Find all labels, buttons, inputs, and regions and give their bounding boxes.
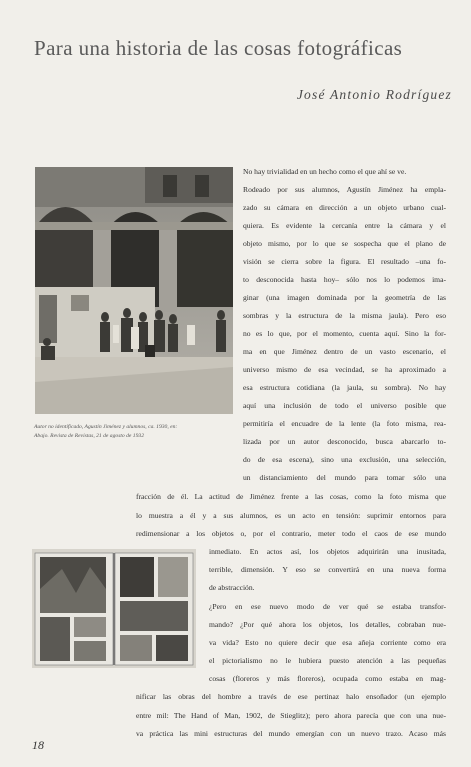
body-text-line: de abstracción. <box>209 583 255 592</box>
body-text-line: universo mismo de esa vecindad, se ha aproximado a <box>243 365 446 374</box>
body-text-line: to desconocida hasta hoy– sólo nos lo podemos ima- <box>243 275 446 284</box>
article-author: José Antonio Rodríguez <box>296 87 452 102</box>
body-text-line: Rodeado por sus alumnos, Agustín Jiménez ha empla- <box>243 185 446 194</box>
body-text-line: va práctica las mini estructuras del mundo emergían con un nuevo trazo. Acaso más <box>136 729 446 738</box>
body-text-line: inmediato. En actos así, los objetos adquirirán una inusitada, <box>209 547 446 556</box>
body-text-line: va vida? Esto no quiere decir que esa añeja corriente como era <box>209 638 446 647</box>
body-text-line: No hay trivialidad en un hecho como el que ahí se ve. <box>243 167 407 176</box>
body-text-line: esa estructura cotidiana (la jaula, su sombra). No hay <box>243 383 446 392</box>
body-text-line: lo muestra a él y a sus alumnos, es un acto en tensión: suprimir entornos para <box>136 511 446 520</box>
article-title: Para una historia de las cosas fotográficas <box>34 36 403 60</box>
body-text-line: visión se cierra sobre la figura. El resultado –una fo- <box>243 257 446 266</box>
page-number: 18 <box>32 738 44 752</box>
body-text-line: ginar (una imagen dominada por la geometría de las <box>243 293 446 302</box>
body-text-line: aquí una inclusión de todo el universo posible que <box>243 401 446 410</box>
body-text-line: ¿Pero en ese nuevo modo de ver qué se estaba transfor- <box>209 602 446 611</box>
body-text-line: cosas (floreros y más floreros), ocupada como estaba en mag- <box>209 674 446 683</box>
body-text-line: zado su cámara en dirección a un objeto urbano cual- <box>243 203 446 212</box>
caption-line: Abajo. Revista de Revistas, 21 de agosto de 1932 <box>34 433 144 439</box>
body-text-line: ma en que Jiménez dentro de un vasto escenario, el <box>243 347 446 356</box>
body-text-line: fracción de él. La actitud de Jiménez frente a las cosas, como la foto misma que <box>136 492 446 501</box>
body-text-line: quiera. Es evidente la cercanía entre la cámara y el <box>243 221 446 230</box>
body-text-line: nificar las obras del hombre a través de ese pertinaz halo ensoñador (un ejemplo <box>136 692 446 701</box>
caption-line: Autor no identificado, Agustín Jiménez y alumnos, ca. 1930, en: <box>34 424 178 430</box>
body-text-line: mando? ¿Por qué ahora los objetos, los detalles, cobraban nue- <box>209 620 446 629</box>
body-text-line: objeto mismo, por lo que se sospecha que el plano de <box>243 239 446 248</box>
body-text-line: el pictorialismo no le hubiera puesto atención a las pequeñas <box>209 656 446 665</box>
body-text-line: terrible, dimensión. Y eso se convertirá en una nueva forma <box>209 565 446 574</box>
body-text-line: un distanciamiento del mundo para tomar sólo una <box>243 473 446 482</box>
body-text-line: redimensionar a los objetos o, por el contrario, meter todo el caos de ese mundo <box>136 529 446 538</box>
body-text-line: lizada por un autor desconocido, busca abarcarlo to- <box>243 437 446 446</box>
body-text-line: do de esa escena), sino una exclusión, una selección, <box>243 455 446 464</box>
body-text-line: permitiría el encuadre de la lente (la foto misma, rea- <box>243 419 446 428</box>
body-text-line: no es lo que, por el momento, cuenta aquí. Sino la for- <box>243 329 446 338</box>
body-text-line: sombras y la estructura de la misma jaula). Pero eso <box>243 311 446 320</box>
body-text-line: entre mil: The Hand of Man, 1902, de Stieglitz); pero ahora parecía que con una nue- <box>136 711 446 720</box>
